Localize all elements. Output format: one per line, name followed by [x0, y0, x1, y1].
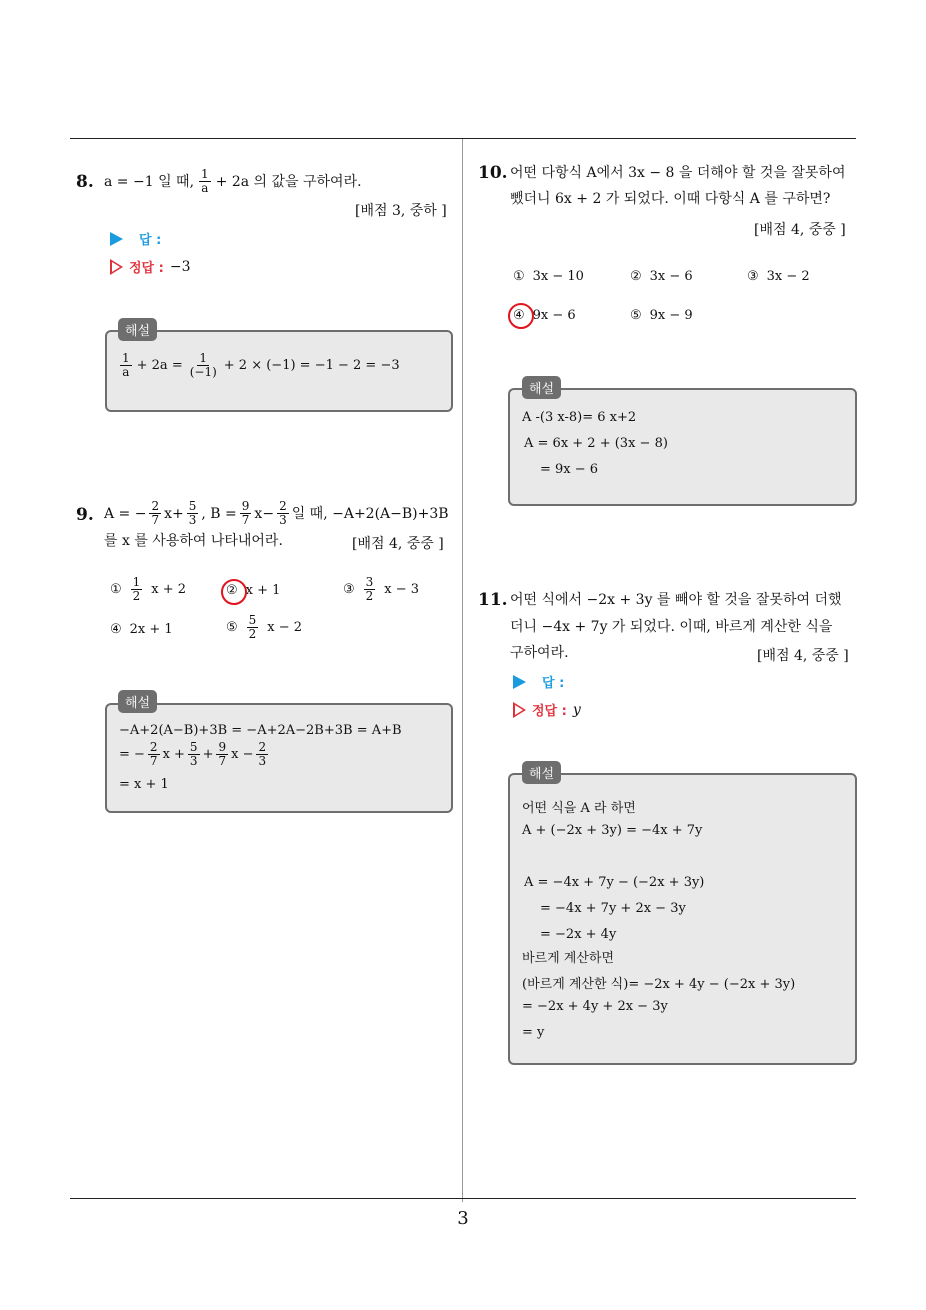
score: [배점 4, 중중 ] [754, 222, 846, 238]
fraction [216, 741, 228, 768]
solution-line-3: = 9x − 6 [540, 462, 599, 477]
frac-den: 7 [218, 754, 227, 768]
question-line-1: 어떤 식에서 −2x + 3y 를 빼야 할 것을 잘못하여 더했 [510, 592, 842, 608]
choice-mark: ⑤ [226, 620, 238, 635]
score: [배점 4, 중중 ] [757, 648, 849, 664]
choice-3[interactable] [747, 269, 810, 284]
solution-box [508, 773, 857, 1065]
solution-line [119, 352, 400, 379]
choice-text: x + 2 [151, 582, 187, 597]
question-line-2: 더니 −4x + 7y 가 되었다. 이때, 바르게 계산한 식을 [510, 619, 833, 635]
text: + [202, 747, 214, 762]
choice-2[interactable] [630, 269, 693, 284]
solution-box [105, 703, 453, 813]
answer-row [513, 672, 564, 691]
text: x − [231, 747, 254, 762]
question-line-1 [104, 500, 449, 527]
frac-num: 9 [218, 740, 227, 754]
choice-text: 9x − 6 [532, 308, 576, 323]
frac-den: 7 [149, 754, 158, 768]
solution-tag: 해설 [522, 376, 561, 399]
choice-text: 3x − 10 [532, 269, 584, 284]
frac-den: 3 [188, 513, 197, 527]
question-line-3: 구하여라. [510, 645, 569, 661]
solution-line-7: (바르게 계산한 식)= −2x + 4y − (−2x + 3y) [522, 977, 796, 992]
choice-1[interactable] [513, 269, 584, 284]
choice-3[interactable] [343, 576, 419, 603]
bottom-rule [70, 1198, 856, 1199]
fraction [131, 576, 143, 603]
fraction [199, 168, 211, 195]
solution-box [508, 388, 857, 506]
choice-mark: ① [110, 582, 122, 597]
solution-tag: 해설 [118, 690, 157, 713]
question-number: 10. [478, 163, 508, 183]
frac-num: 2 [151, 499, 160, 513]
fraction [277, 500, 289, 527]
fraction [188, 741, 200, 768]
choice-text: x + 1 [245, 583, 281, 598]
correct-label: 정답 : [129, 261, 164, 276]
choice-text: 3x − 6 [649, 269, 693, 284]
fraction [188, 352, 219, 379]
top-rule [70, 138, 856, 139]
frac-num: 9 [241, 499, 250, 513]
solution-line-1: −A+2(A−B)+3B = −A+2A−2B+3B = A+B [119, 723, 402, 738]
solution-line-5: = −2x + 4y [540, 927, 617, 942]
solution-line-4: = −4x + 7y + 2x − 3y [540, 901, 686, 916]
fraction [148, 741, 160, 768]
frac-num: 5 [248, 613, 257, 627]
selected-circle-mark [508, 303, 534, 329]
frac-num: 2 [279, 499, 287, 513]
score: [배점 3, 중하 ] [355, 203, 447, 219]
fraction [187, 500, 199, 527]
answer-row [110, 229, 161, 248]
text-pre: a = −1 일 때, [104, 173, 195, 190]
frac-num: 1 [201, 167, 209, 181]
frac-den: 7 [241, 513, 250, 527]
frac-num: 1 [122, 351, 130, 365]
choice-4[interactable] [110, 622, 173, 637]
correct-label: 정답 : [532, 704, 567, 719]
text: x + [162, 747, 185, 762]
choice-text: 9x − 9 [649, 308, 693, 323]
text: = − [119, 747, 145, 762]
fraction [149, 500, 161, 527]
choice-mark: ④ [110, 622, 122, 637]
frac-num: 5 [189, 740, 198, 754]
outline-triangle-icon [513, 702, 526, 718]
question-text [104, 168, 362, 195]
question-number: 8. [76, 172, 94, 192]
frac-den: 2 [248, 627, 257, 641]
frac-den: 7 [151, 513, 160, 527]
correct-value: −3 [169, 258, 191, 275]
question-line-2: 뺐더니 6x + 2 가 되었다. 이때 다항식 A 를 구하면? [510, 191, 831, 207]
question-line-1: 어떤 다항식 A에서 3x − 8 을 더해야 할 것을 잘못하여 [510, 165, 846, 181]
fraction [364, 576, 376, 603]
correct-value: y [572, 701, 581, 718]
frac-num: 1 [199, 351, 208, 365]
solution-box [105, 330, 453, 412]
question-number: 11. [478, 590, 508, 610]
solution-line-1: 어떤 식을 A 라 하면 [522, 801, 636, 816]
choice-5[interactable] [226, 614, 302, 641]
fraction [240, 500, 252, 527]
frac-den: a [122, 365, 130, 379]
play-icon [110, 232, 123, 246]
choice-text: 2x + 1 [129, 622, 173, 637]
answer-label: 답 : [139, 233, 162, 248]
solution-line-3: A = −4x + 7y − (−2x + 3y) [524, 875, 705, 890]
frac-num: 2 [149, 740, 158, 754]
choice-1[interactable] [110, 576, 186, 603]
choice-mark: ③ [343, 582, 355, 597]
frac-num: 2 [258, 740, 267, 754]
solution-line-3: = x + 1 [119, 777, 169, 792]
fraction [247, 614, 259, 641]
correct-answer-row [110, 257, 190, 276]
text: , B = [201, 505, 237, 522]
choice-mark: ⑤ [630, 308, 642, 323]
fraction [120, 352, 132, 379]
question-line-2: 를 x 를 사용하여 나타내어라. [104, 533, 283, 549]
text: x− [254, 505, 275, 522]
choice-text: x − 2 [267, 620, 303, 635]
frac-num: 3 [365, 575, 374, 589]
frac-num: 5 [188, 499, 197, 513]
choice-text: x − 3 [384, 582, 420, 597]
text: A = − [104, 505, 147, 522]
frac-den: 2 [132, 589, 141, 603]
frac-den: 3 [279, 513, 287, 527]
question-number: 9. [76, 505, 94, 525]
play-icon [513, 675, 526, 689]
solution-line-2 [119, 741, 269, 768]
frac-den: 3 [258, 754, 267, 768]
text: x+ [164, 505, 184, 522]
page-number: 3 [457, 1208, 469, 1229]
outline-triangle-icon [110, 259, 123, 275]
frac-den: (−1) [189, 365, 217, 379]
choice-mark: ③ [747, 269, 759, 284]
text-post: + 2a 의 값을 구하여라. [215, 173, 362, 190]
choice-mark: ④ [513, 308, 525, 323]
correct-answer-row [513, 700, 581, 719]
solution-line-9: = y [522, 1025, 545, 1040]
solution-line-8: = −2x + 4y + 2x − 3y [522, 999, 668, 1014]
text: 일 때, −A+2(A−B)+3B [291, 505, 449, 522]
choice-mark: ② [630, 269, 642, 284]
solution-text: + 2a = [136, 358, 183, 373]
answer-label: 답 : [542, 676, 565, 691]
choice-mark: ② [226, 583, 238, 598]
solution-tag: 해설 [118, 318, 157, 341]
choice-5[interactable] [630, 308, 693, 323]
frac-den: 2 [365, 589, 374, 603]
solution-text: + 2 × (−1) = −1 − 2 = −3 [223, 358, 400, 373]
solution-line-6: 바르게 계산하면 [522, 951, 615, 966]
choice-mark: ① [513, 269, 525, 284]
column-divider [462, 139, 463, 1202]
solution-tag: 해설 [522, 761, 561, 784]
selected-circle-mark [221, 579, 247, 605]
fraction [256, 741, 268, 768]
frac-den: a [201, 181, 209, 195]
frac-num: 1 [132, 575, 141, 589]
solution-line-2: A + (−2x + 3y) = −4x + 7y [522, 823, 703, 838]
choice-text: 3x − 2 [766, 269, 810, 284]
frac-den: 3 [189, 754, 198, 768]
solution-line-1: A -(3 x-8)= 6 x+2 [522, 410, 637, 425]
score: [배점 4, 중중 ] [352, 536, 444, 552]
solution-line-2: A = 6x + 2 + (3x − 8) [524, 436, 668, 451]
